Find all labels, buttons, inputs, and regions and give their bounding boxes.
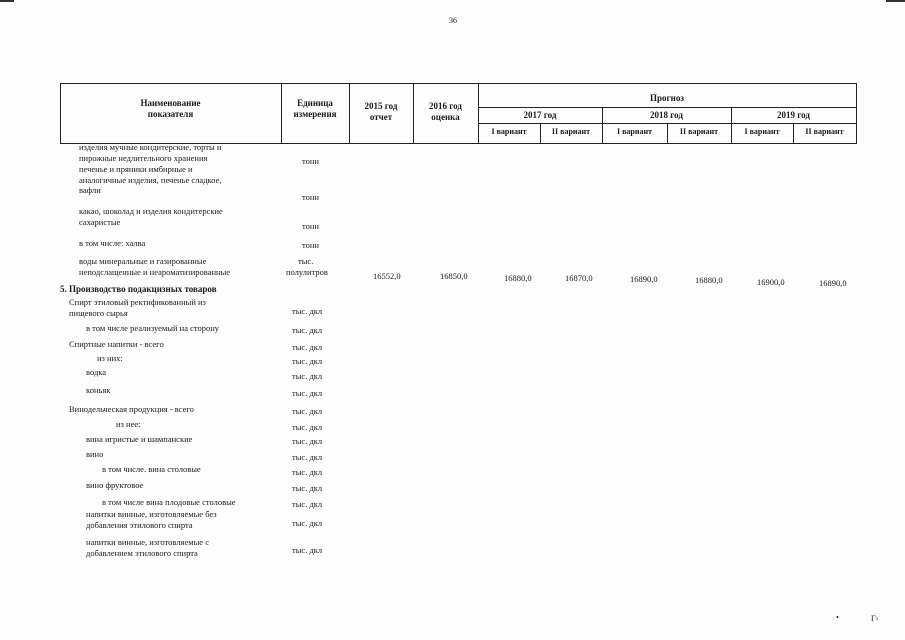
row-unit: тыс. дкл — [292, 452, 323, 462]
row-unit: тыс. дкл — [292, 436, 323, 446]
row-unit: тыс. дкл — [292, 545, 323, 555]
row-unit: тонн — [302, 192, 319, 202]
header-2017-v2: II вариант — [551, 127, 591, 136]
row-unit: тыс. дкл — [292, 467, 323, 477]
header-2019: 2019 год — [777, 110, 810, 120]
value-2017-v2: 16870,0 — [565, 273, 593, 283]
row-unit: тыс. дкл — [292, 356, 323, 366]
row-label: изделия мучные кондитерские, торты и пирожные недлительного хранения — [79, 142, 222, 163]
row-unit: тыс. дкл — [292, 388, 323, 398]
row-unit: тыс. дкл — [292, 422, 323, 432]
value-2016: 16850,0 — [440, 271, 468, 281]
value-2015: 16552,0 — [373, 271, 401, 281]
header-2017-v1: I вариант — [491, 127, 527, 136]
row-label: в том числе вина плодовые столовые — [102, 497, 236, 507]
row-label: Спиртные напитки - всего — [69, 339, 164, 349]
row-unit: тыс. дкл — [292, 499, 323, 509]
row-label: напитки винные, изготовляемые с добавлением этилового спирта — [86, 537, 209, 558]
row-label: печенье и пряники имбирные и аналогичные изделия, печенье сладкое, вафли — [79, 164, 222, 195]
row-unit: тыс. дкл — [292, 518, 323, 528]
row-unit: тонн — [302, 240, 319, 250]
scan-corner-left — [0, 0, 14, 2]
row-unit: тыс. полулитров — [286, 256, 328, 277]
row-label: напитки винные, изготовляемые без добавления этилового спирта — [86, 509, 217, 530]
row-unit: тонн — [302, 156, 319, 166]
row-label: вина игристые и шампанские — [86, 434, 193, 444]
row-label: какао, шоколад и изделия кондитерские сахаристые — [79, 206, 223, 227]
header-2018-v2: II вариант — [679, 127, 719, 136]
header-name: Наименование показателя — [140, 98, 201, 119]
row-label: Спирт этиловый ректификованный из пищевого сырья — [69, 297, 206, 318]
footer-mark-glyph: Г› — [871, 614, 879, 623]
value-2018-v2: 16880,0 — [695, 275, 723, 285]
row-unit: тыс. дкл — [292, 483, 323, 493]
header-2018-v1: I вариант — [616, 127, 653, 136]
section-heading: 5. Производство подакцизных товаров — [60, 284, 217, 294]
row-label: Винодельческая продукция - всего — [69, 404, 194, 414]
row-label: коньяк — [86, 385, 111, 395]
header-2016: 2016 год оценка — [429, 101, 462, 122]
row-label: водка — [86, 367, 107, 377]
row-label: вино фруктовое — [86, 480, 144, 490]
page-number: 36 — [449, 16, 457, 25]
row-label: в том числе: халва — [79, 238, 146, 248]
row-unit: тонн — [302, 221, 319, 231]
value-2017-v1: 16880,0 — [504, 273, 532, 283]
row-label: из нее: — [116, 419, 141, 429]
header-2018: 2018 год — [650, 110, 683, 120]
row-unit: тыс. дкл — [292, 371, 323, 381]
header-2019-v2: II вариант — [805, 127, 844, 136]
row-label: в том числе. вина столовые — [102, 464, 201, 474]
row-label: в том числе реализуемый на сторону — [86, 323, 220, 333]
header-unit: Единица измерения — [293, 98, 337, 119]
header-2015: 2015 год отчет — [364, 101, 398, 122]
header-2019-v1: I вариант — [744, 127, 780, 136]
value-2018-v1: 16890,0 — [630, 274, 658, 284]
header-forecast: Прогноз — [650, 93, 684, 103]
row-unit: тыс. дкл — [292, 342, 323, 352]
row-label: воды минеральные и газированные неподслащенные и неароматизированные — [79, 256, 231, 277]
header-2017: 2017 год — [523, 110, 557, 120]
row-unit: тыс. дкл — [292, 325, 323, 335]
row-unit: тыс. дкл — [292, 306, 323, 316]
scan-corner-right — [886, 0, 905, 2]
value-2019-v1: 16900,0 — [757, 277, 785, 287]
row-label: из них: — [97, 353, 123, 363]
footer-mark-dot: • — [836, 613, 839, 622]
value-2019-v2: 16890,0 — [819, 278, 847, 288]
row-unit: тыс. дкл — [292, 406, 323, 416]
row-label: вино — [86, 449, 104, 459]
